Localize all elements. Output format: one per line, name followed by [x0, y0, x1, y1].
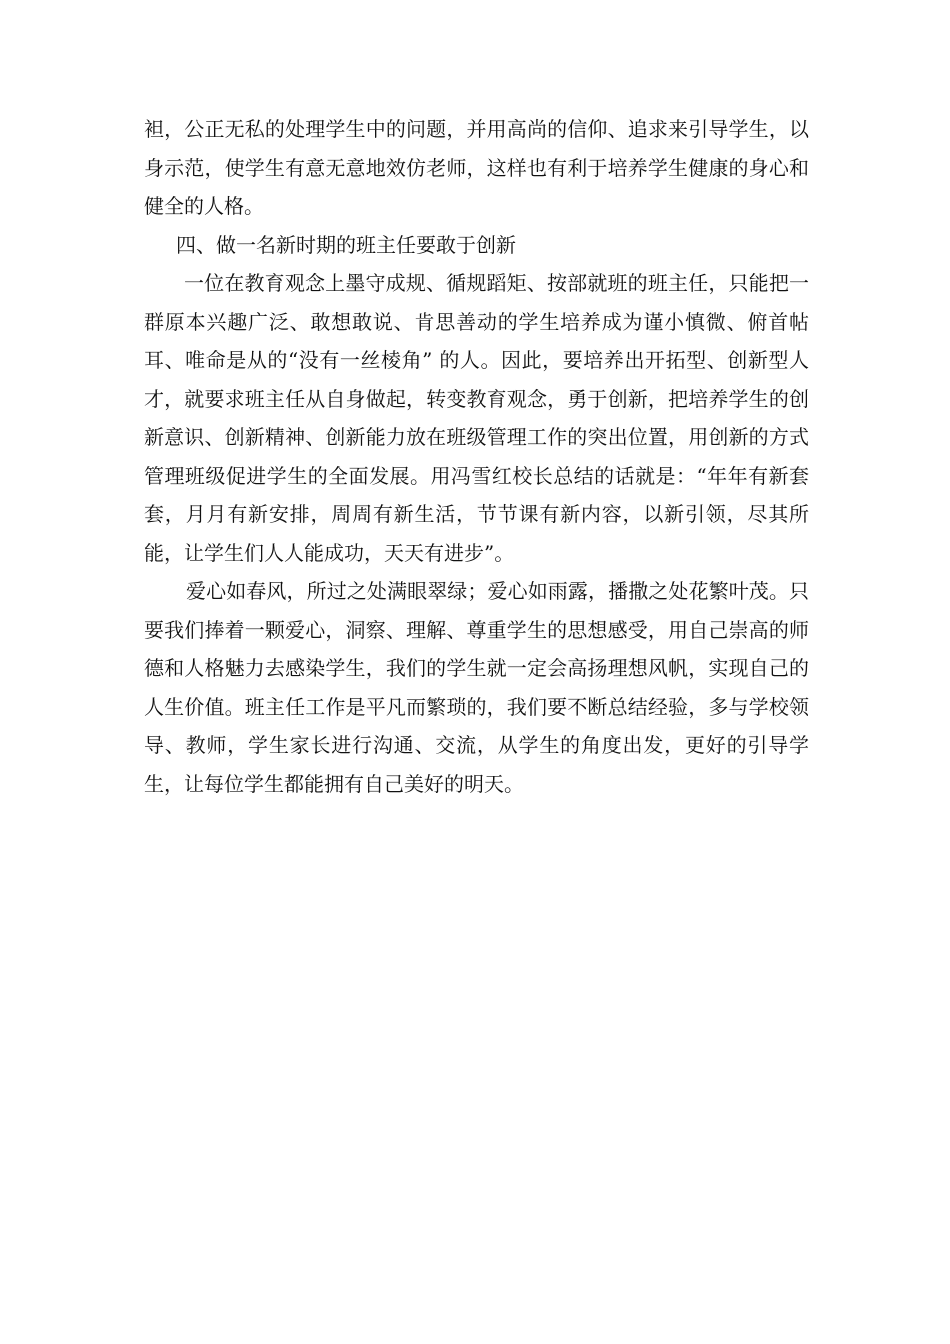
paragraph-continuation: 袒，公正无私的处理学生中的问题，并用高尚的信仰、追求来引导学生，以身示范，使学生有意无意地效仿老师，这样也有利于培养学生健康的身心和健全的人格。 [144, 117, 809, 218]
document-body [144, 110, 809, 803]
paragraph-conclusion: 爱心如春风，所过之处满眼翠绿；爱心如雨露，播撒之处花繁叶茂。只要我们捧着一颗爱心，洞察、理解、尊重学生的思想感受，用自己崇高的师德和人格魅力去感染学生，我们的学生就一定会高扬理想风帆，实现自己的人生价值。班主任工作是平凡而繁琐的，我们要不断总结经验，多与学校领导、教师，学生家长进行沟通、交流，从学生的角度出发，更好的引导学生，让每位学生都能拥有自己美好的明天。 [144, 579, 809, 796]
section-heading: 四、做一名新时期的班主任要敢于创新 [176, 232, 516, 257]
paragraph-innovation: 一位在教育观念上墨守成规、循规蹈矩、按部就班的班主任，只能把一群原本兴趣广泛、敢想敢说、肯思善动的学生培养成为谨小慎微、俯首帖耳、唯命是从的“没有一丝棱角” 的人。因此，要培养出开拓型、创新型人才，就要求班主任从自身做起，转变教育观念，勇于创新，把培养学生的创新意识、创新精神、创新能力放在班级管理工作的突出位置，用创新的方式管理班级促进学生的全面发展。用冯雪红校长总结的话就是：“年年有新套套，月月有新安排，周周有新生活，节节课有新内容，以新引领，尽其所能，让学生们人人能成功，天天有进步”。 [144, 271, 809, 565]
